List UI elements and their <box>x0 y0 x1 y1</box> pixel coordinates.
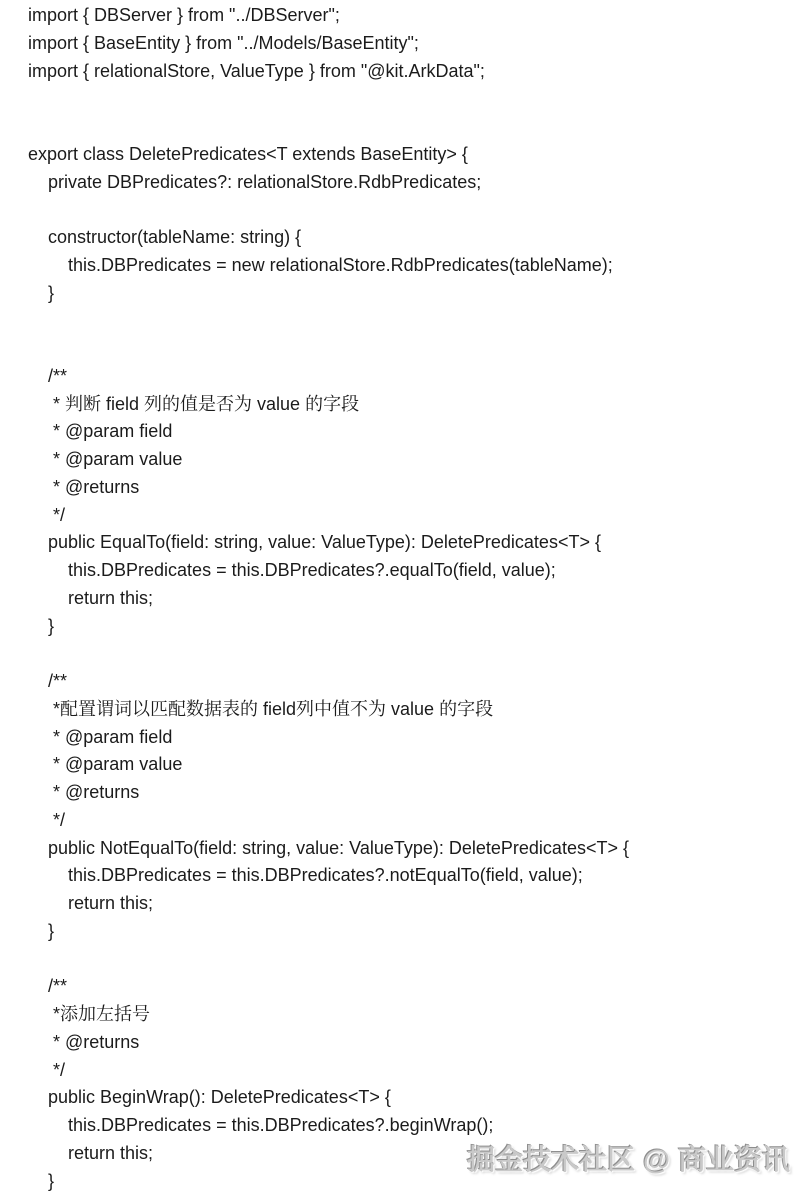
code-line: export class DeletePredicates<T extends BaseEntity> { <box>28 143 468 164</box>
code-line: import { relationalStore, ValueType } from "@kit.ArkData"; <box>28 60 485 81</box>
code-line: this.DBPredicates = new relationalStore.RdbPredicates(tableName); <box>28 254 613 275</box>
code-line: * @param value <box>28 754 183 775</box>
code-line: this.DBPredicates = this.DBPredicates?.beginWrap(); <box>28 1115 494 1135</box>
code-line: private DBPredicates?: relationalStore.RdbPredicates; <box>28 171 482 192</box>
code-line: this.DBPredicates = this.DBPredicates?.notEqualTo(field, value); <box>28 865 583 886</box>
code-line: return this; <box>28 587 154 608</box>
code-line: this.DBPredicates = this.DBPredicates?.equalTo(field, value); <box>28 560 556 580</box>
watermark: 掘金技术社区 @ 商业资讯 <box>467 1144 790 1175</box>
code-line: } <box>28 615 55 636</box>
code-line: import { DBServer } from "../DBServer"; <box>28 5 340 25</box>
code-line: import { BaseEntity } from "../Models/BaseEntity"; <box>28 32 419 53</box>
code-line <box>28 113 798 141</box>
code-line: */ <box>28 809 66 830</box>
code-line: * 判断 field 列的值是否为 value 的字段 <box>28 393 360 414</box>
code-line <box>28 196 798 224</box>
code-line: return this; <box>28 893 154 913</box>
code-line: /** <box>28 976 68 997</box>
code-line <box>28 85 798 113</box>
code-line: public NotEqualTo(field: string, value: ValueType): DeletePredicates<T> { <box>28 837 629 858</box>
code-line: /** <box>28 671 68 691</box>
code-line <box>28 335 798 363</box>
code-line: * @param value <box>28 449 183 469</box>
code-line: */ <box>28 1059 66 1080</box>
code-line: */ <box>28 504 66 525</box>
code-line <box>28 307 798 335</box>
code-line <box>28 640 798 668</box>
code-line: } <box>28 920 55 941</box>
code-line: constructor(tableName: string) { <box>28 227 302 247</box>
code-line: * @param field <box>28 421 173 442</box>
code-line: /** <box>28 365 68 386</box>
code-line: * @returns <box>28 476 140 497</box>
code-block <box>28 2 798 1195</box>
code-line: } <box>28 282 55 303</box>
code-line: * @param field <box>28 726 173 747</box>
code-line: public EqualTo(field: string, value: ValueType): DeletePredicates<T> { <box>28 532 601 553</box>
code-line: * @returns <box>28 1031 140 1052</box>
code-line <box>28 946 798 974</box>
code-line: *添加左括号 <box>28 1004 151 1024</box>
code-line: } <box>28 1170 55 1191</box>
code-line: *配置谓词以匹配数据表的 field列中值不为 value 的字段 <box>28 698 494 719</box>
code-line: return this; <box>28 1142 154 1163</box>
code-line: * @returns <box>28 782 140 802</box>
code-line: public BeginWrap(): DeletePredicates<T> { <box>28 1087 391 1108</box>
